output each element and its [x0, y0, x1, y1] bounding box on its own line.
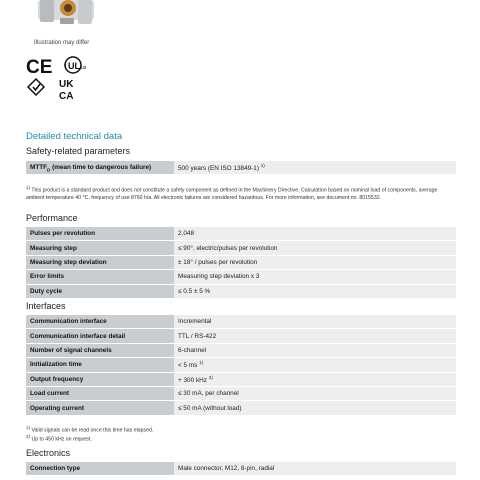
svg-text:CE: CE	[26, 57, 53, 78]
ukca-mark-icon	[59, 79, 74, 102]
performance-title: Performance	[26, 213, 78, 223]
footnote-text: This product is a standard product and does not constitute a safety component as defined in the Machinery Directive. Calculation based on nominal load of components, average ambient temperature 40 °C, frequency of use 8760 h/a. All electronic failures are considered hazardous. For more information, see document no. 8015532.	[26, 187, 438, 201]
footnote-ref: 1)	[199, 360, 204, 366]
culus-mark-icon	[64, 57, 87, 73]
svg-text:us: us	[81, 65, 87, 71]
safety-footnote	[26, 184, 456, 202]
certification-marks	[26, 54, 106, 102]
mttf-footnote-ref: 1)	[260, 163, 265, 169]
rcm-mark-icon	[28, 79, 44, 95]
safety-title: Safety-related parameters	[26, 146, 131, 156]
table-row: Connection type Male connector, M12, 8-pin, radial	[26, 462, 456, 476]
table-row: Operating current ≤ 50 mA (without load)	[26, 401, 456, 415]
interfaces-footnote-2: $^{2)}$ Up to 450 kHz on request.	[26, 434, 92, 443]
svg-text:c: c	[64, 63, 67, 69]
interfaces-table	[26, 315, 456, 416]
interfaces-footnote-1: $^{1)}$ Valid signals can be read once this time has elapsed.	[26, 425, 154, 434]
table-row: Number of signal channels 6-channel	[26, 343, 456, 357]
table-row: Error limits Measuring step deviation x 3	[26, 270, 456, 284]
svg-text:UL: UL	[68, 61, 80, 71]
mttf-subscript: D	[47, 166, 51, 172]
table-row: Measuring step deviation ± 18° / pulses per revolution	[26, 255, 456, 269]
table-row: Measuring step ≤ 90°, electric/pulses per revolution	[26, 241, 456, 255]
ce-mark-icon	[26, 57, 52, 78]
electronics-title: Electronics	[26, 448, 71, 458]
table-row: Initialization time < 5 ms $^{1)}$	[26, 358, 456, 372]
table-row: Communication interface detail TTL / RS-422	[26, 329, 456, 343]
table-row: Output frequency + 300 kHz $^{2)}$	[26, 372, 456, 386]
table-row: Communication interface Incremental	[26, 315, 456, 329]
mttf-label: MTTF	[30, 163, 48, 171]
table-row: Load current ≤ 30 mA, per channel	[26, 386, 456, 400]
table-row: Pulses per revolution 2,048	[26, 227, 456, 241]
image-caption: Illustration may differ	[34, 40, 90, 46]
table-row	[26, 161, 456, 175]
svg-text:UK: UK	[59, 79, 74, 90]
mttf-label-rest: (mean time to dangerous failure)	[50, 163, 152, 171]
electronics-table	[26, 462, 456, 476]
safety-table	[26, 161, 456, 175]
footnote-number: 1)	[26, 185, 31, 190]
footnote-ref: 2)	[208, 374, 213, 380]
performance-table	[26, 227, 456, 299]
table-row: Duty cycle ≤ 0.5 ± 5 %	[26, 284, 456, 298]
interfaces-title: Interfaces	[26, 301, 66, 311]
mttf-value: 500 years (EN ISO 13849-1)	[178, 165, 259, 173]
section-title: Detailed technical data	[26, 131, 123, 142]
product-image	[38, 0, 94, 26]
svg-text:CA: CA	[59, 91, 74, 102]
